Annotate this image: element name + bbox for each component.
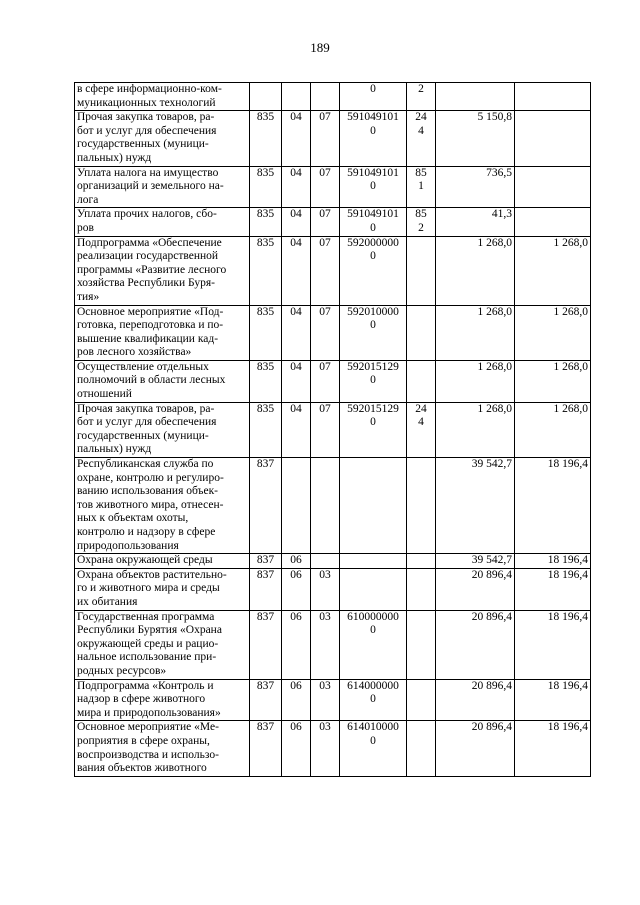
row-name-cell: Основное мероприятие «Ме- роприятия в сфере охраны, воспроизводства и использо- вания объектов животного [75,721,250,776]
expense-type-code-cell: 24 4 [407,111,436,166]
expense-type-code-cell [407,554,436,569]
ministry-code-cell: 837 [250,679,282,721]
section-code-cell: 04 [282,236,311,305]
ministry-code-cell: 835 [250,402,282,457]
amount-year1-cell: 1 268,0 [436,360,515,402]
expense-type-code-cell: 24 4 [407,402,436,457]
expense-type-code-cell [407,458,436,554]
subsection-code-cell [311,458,340,554]
budget-table-body [75,83,591,777]
row-name-cell: Подпрограмма «Контроль и надзор в сфере животного мира и природопользования» [75,679,250,721]
amount-year1-cell: 20 896,4 [436,679,515,721]
target-article-code-cell [340,554,407,569]
row-name-cell: Охрана окружающей среды [75,554,250,569]
table-row [75,360,591,402]
amount-year1-cell: 20 896,4 [436,610,515,679]
row-name-cell: Республиканская служба по охране, контролю и регулиро- ванию использования объек- тов животного мира, отнесен- ных к объектам охоты, контролю и надзору в сфере природопользования [75,458,250,554]
row-name-cell: Уплата прочих налогов, сбо- ров [75,208,250,236]
target-article-code-cell: 592015129 0 [340,402,407,457]
amount-year1-cell: 20 896,4 [436,568,515,610]
subsection-code-cell: 07 [311,236,340,305]
target-article-code-cell: 591049101 0 [340,208,407,236]
row-name-cell: Основное мероприятие «Под- готовка, переподготовка и по- вышение квалификации кад- ров лесного хозяйства» [75,305,250,360]
expense-type-code-cell [407,679,436,721]
section-code-cell: 06 [282,610,311,679]
ministry-code-cell: 835 [250,360,282,402]
table-row [75,458,591,554]
amount-year1-cell: 1 268,0 [436,236,515,305]
amount-year1-cell [436,83,515,111]
row-name-cell: Прочая закупка товаров, ра- бот и услуг для обеспечения государственных (муници- пальных) нужд [75,111,250,166]
section-code-cell: 06 [282,554,311,569]
expense-type-code-cell [407,610,436,679]
table-row [75,111,591,166]
section-code-cell: 04 [282,402,311,457]
subsection-code-cell: 07 [311,166,340,208]
target-article-code-cell [340,458,407,554]
subsection-code-cell: 03 [311,568,340,610]
target-article-code-cell: 614010000 0 [340,721,407,776]
target-article-code-cell [340,568,407,610]
ministry-code-cell: 835 [250,166,282,208]
row-name-cell: Прочая закупка товаров, ра- бот и услуг для обеспечения государственных (муници- пальных) нужд [75,402,250,457]
subsection-code-cell: 07 [311,305,340,360]
row-name-cell: Подпрограмма «Обеспечение реализации государственной программы «Развитие лесного хозяйства Республики Буря- тия» [75,236,250,305]
amount-year1-cell: 39 542,7 [436,458,515,554]
section-code-cell: 04 [282,360,311,402]
subsection-code-cell [311,554,340,569]
table-row [75,721,591,776]
target-article-code-cell: 614000000 0 [340,679,407,721]
amount-year1-cell: 5 150,8 [436,111,515,166]
subsection-code-cell: 07 [311,111,340,166]
table-row [75,610,591,679]
amount-year2-cell [515,166,591,208]
section-code-cell: 04 [282,111,311,166]
target-article-code-cell: 591049101 0 [340,166,407,208]
expense-type-code-cell: 2 [407,83,436,111]
amount-year2-cell: 18 196,4 [515,458,591,554]
amount-year2-cell: 1 268,0 [515,236,591,305]
section-code-cell [282,83,311,111]
table-row [75,166,591,208]
amount-year2-cell: 1 268,0 [515,402,591,457]
subsection-code-cell: 03 [311,679,340,721]
section-code-cell: 06 [282,568,311,610]
target-article-code-cell: 610000000 0 [340,610,407,679]
target-article-code-cell: 591049101 0 [340,111,407,166]
table-row [75,83,591,111]
amount-year1-cell: 736,5 [436,166,515,208]
table-row [75,236,591,305]
row-name-cell: Уплата налога на имущество организаций и земельного на- лога [75,166,250,208]
target-article-code-cell: 592010000 0 [340,305,407,360]
section-code-cell: 04 [282,166,311,208]
table-row [75,679,591,721]
ministry-code-cell: 837 [250,554,282,569]
target-article-code-cell: 592000000 0 [340,236,407,305]
amount-year1-cell: 20 896,4 [436,721,515,776]
section-code-cell: 04 [282,208,311,236]
subsection-code-cell: 03 [311,610,340,679]
table-row [75,305,591,360]
target-article-code-cell: 592015129 0 [340,360,407,402]
subsection-code-cell: 03 [311,721,340,776]
amount-year2-cell [515,111,591,166]
table-row [75,208,591,236]
row-name-cell: Осуществление отдельных полномочий в области лесных отношений [75,360,250,402]
table-row [75,554,591,569]
ministry-code-cell: 837 [250,721,282,776]
ministry-code-cell: 835 [250,236,282,305]
subsection-code-cell [311,83,340,111]
budget-table [74,82,591,777]
row-name-cell: Охрана объектов растительно- го и животного мира и среды их обитания [75,568,250,610]
page-number: 189 [310,40,330,55]
amount-year1-cell: 41,3 [436,208,515,236]
target-article-code-cell: 0 [340,83,407,111]
amount-year2-cell: 1 268,0 [515,305,591,360]
expense-type-code-cell [407,360,436,402]
subsection-code-cell: 07 [311,402,340,457]
section-code-cell: 04 [282,305,311,360]
ministry-code-cell: 837 [250,568,282,610]
table-row [75,568,591,610]
row-name-cell: Государственная программа Республики Бурятия «Охрана окружающей среды и рацио- нальное использование при- родных ресурсов» [75,610,250,679]
amount-year1-cell: 1 268,0 [436,305,515,360]
ministry-code-cell: 835 [250,305,282,360]
ministry-code-cell: 837 [250,458,282,554]
amount-year2-cell: 18 196,4 [515,554,591,569]
ministry-code-cell: 835 [250,111,282,166]
amount-year1-cell: 1 268,0 [436,402,515,457]
amount-year2-cell [515,208,591,236]
expense-type-code-cell [407,568,436,610]
ministry-code-cell [250,83,282,111]
ministry-code-cell: 837 [250,610,282,679]
section-code-cell: 06 [282,721,311,776]
amount-year2-cell: 18 196,4 [515,568,591,610]
amount-year2-cell: 18 196,4 [515,721,591,776]
section-code-cell: 06 [282,679,311,721]
table-row [75,402,591,457]
row-name-cell: в сфере информационно-ком- муникационных технологий [75,83,250,111]
expense-type-code-cell [407,721,436,776]
expense-type-code-cell [407,236,436,305]
subsection-code-cell: 07 [311,208,340,236]
amount-year2-cell: 18 196,4 [515,610,591,679]
subsection-code-cell: 07 [311,360,340,402]
amount-year1-cell: 39 542,7 [436,554,515,569]
amount-year2-cell: 1 268,0 [515,360,591,402]
expense-type-code-cell: 85 1 [407,166,436,208]
amount-year2-cell: 18 196,4 [515,679,591,721]
expense-type-code-cell: 85 2 [407,208,436,236]
amount-year2-cell [515,83,591,111]
expense-type-code-cell [407,305,436,360]
section-code-cell [282,458,311,554]
ministry-code-cell: 835 [250,208,282,236]
